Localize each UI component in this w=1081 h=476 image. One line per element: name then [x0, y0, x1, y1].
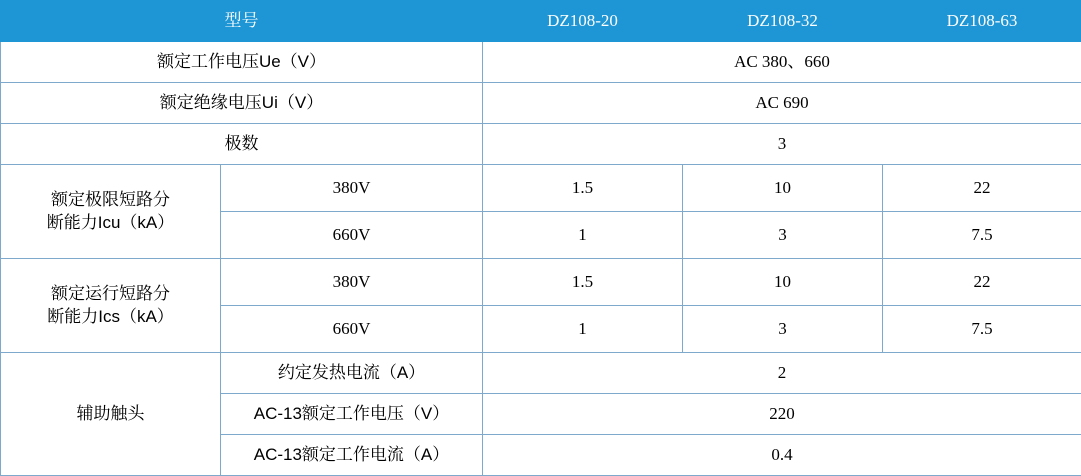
row-label-rated-insulation-voltage: 额定绝缘电压Ui（V）	[1, 83, 483, 124]
row-value-ics-380-dz32: 10	[683, 259, 883, 306]
row-value-rated-working-voltage: AC 380、660	[483, 42, 1081, 83]
row-label-ics-line1: 额定运行短路分	[5, 283, 216, 306]
row-sub-ac13-voltage: AC-13额定工作电压（V）	[221, 394, 483, 435]
row-value-poles: 3	[483, 124, 1081, 165]
row-sub-ac13-current: AC-13额定工作电流（A）	[221, 435, 483, 476]
row-value-thermal-current: 2	[483, 353, 1081, 394]
row-label-icu	[1, 165, 221, 259]
row-value-ics-660-dz20: 1	[483, 306, 683, 353]
header-model-1: DZ108-20	[483, 1, 683, 42]
row-value-icu-660-dz20: 1	[483, 212, 683, 259]
row-value-ics-380-dz63: 22	[883, 259, 1081, 306]
row-value-ac13-voltage: 220	[483, 394, 1081, 435]
row-label-ics-line2: 断能力Ics（kA）	[5, 306, 216, 329]
row-label-icu-line1: 额定极限短路分	[5, 189, 216, 212]
table-row-icu-380	[1, 165, 1081, 212]
header-model-2: DZ108-32	[683, 1, 883, 42]
row-label-auxiliary-contacts: 辅助触头	[1, 353, 221, 476]
row-value-ac13-current: 0.4	[483, 435, 1081, 476]
row-label-icu-line2: 断能力Icu（kA）	[5, 212, 216, 235]
table-row-aux-thermal-current	[1, 353, 1081, 394]
row-value-icu-380-dz63: 22	[883, 165, 1081, 212]
row-value-ics-380-dz20: 1.5	[483, 259, 683, 306]
table-row-rated-insulation-voltage	[1, 83, 1081, 124]
row-sub-icu-380: 380V	[221, 165, 483, 212]
table-row-poles	[1, 124, 1081, 165]
row-value-icu-660-dz63: 7.5	[883, 212, 1081, 259]
header-model-3: DZ108-63	[883, 1, 1081, 42]
row-value-icu-380-dz20: 1.5	[483, 165, 683, 212]
table-row-ics-380	[1, 259, 1081, 306]
table-header-row	[1, 1, 1081, 42]
row-value-icu-380-dz32: 10	[683, 165, 883, 212]
row-value-rated-insulation-voltage: AC 690	[483, 83, 1081, 124]
row-sub-thermal-current: 约定发热电流（A）	[221, 353, 483, 394]
table-row-rated-working-voltage	[1, 42, 1081, 83]
row-sub-ics-660: 660V	[221, 306, 483, 353]
row-label-poles: 极数	[1, 124, 483, 165]
row-sub-icu-660: 660V	[221, 212, 483, 259]
row-label-ics	[1, 259, 221, 353]
row-value-ics-660-dz63: 7.5	[883, 306, 1081, 353]
row-value-icu-660-dz32: 3	[683, 212, 883, 259]
row-sub-ics-380: 380V	[221, 259, 483, 306]
row-value-ics-660-dz32: 3	[683, 306, 883, 353]
header-model-label: 型号	[1, 1, 483, 42]
row-label-rated-working-voltage: 额定工作电压Ue（V）	[1, 42, 483, 83]
